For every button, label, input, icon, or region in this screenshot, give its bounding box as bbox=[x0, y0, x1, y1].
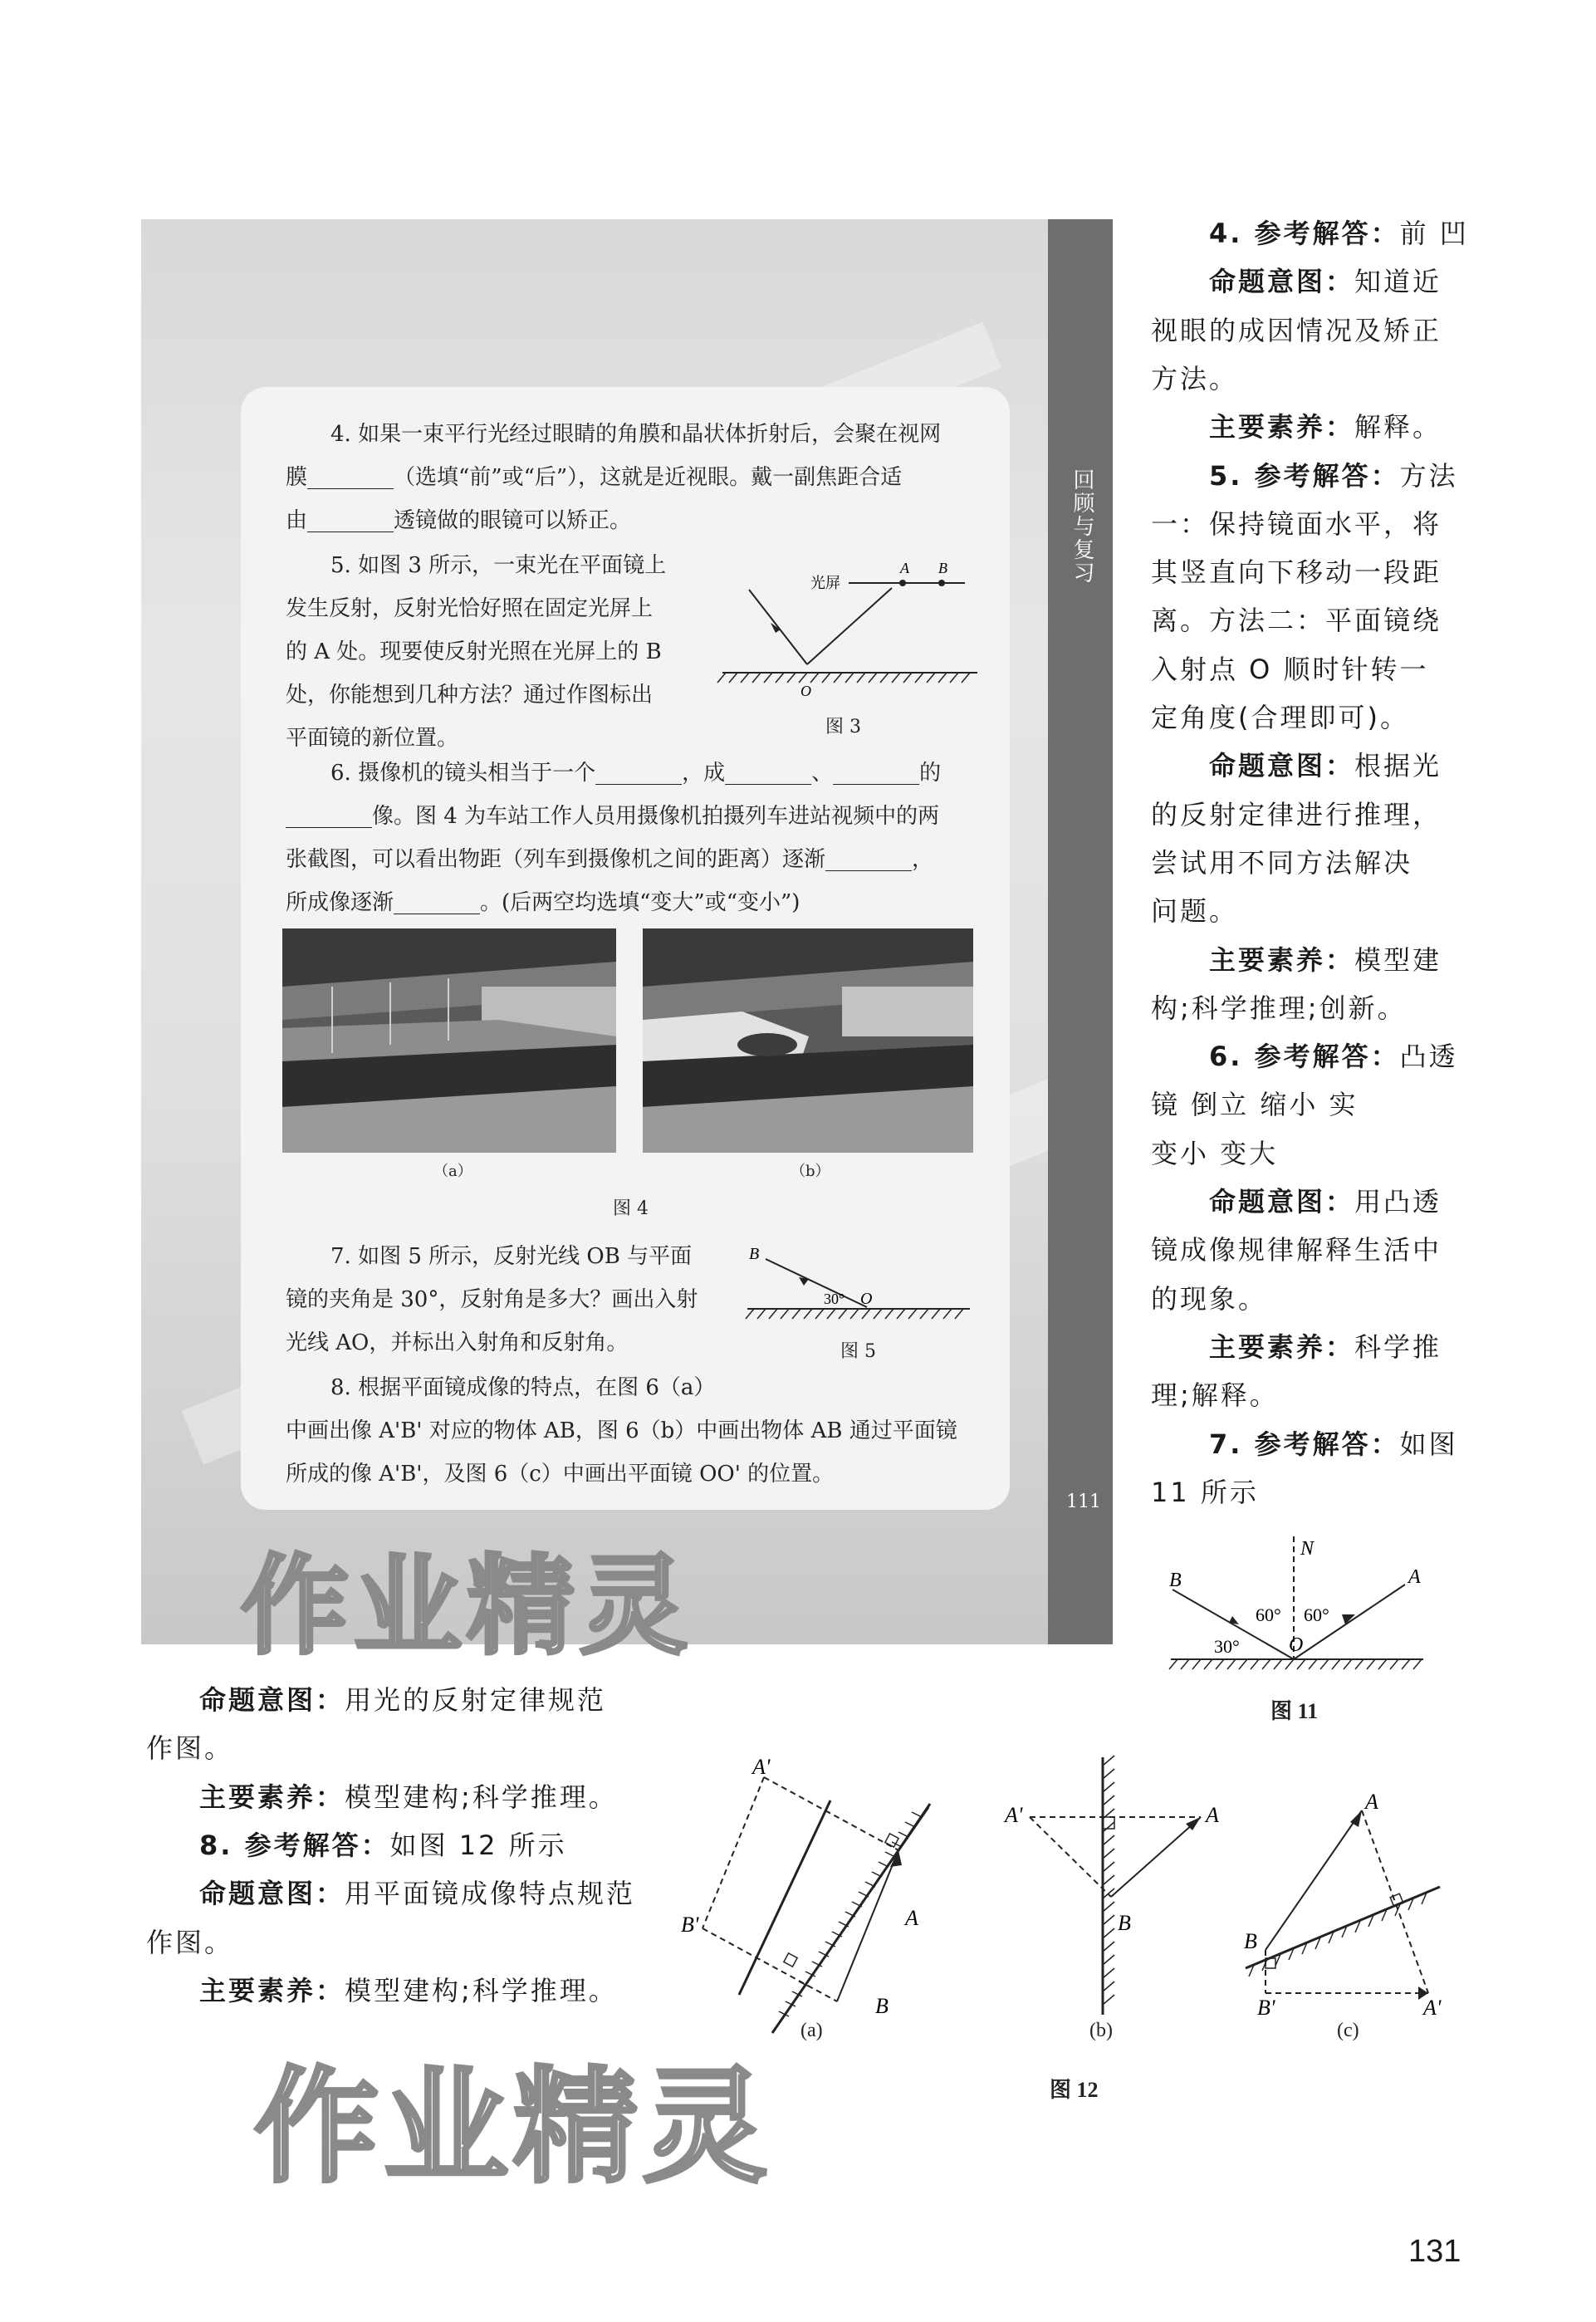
q7-line: 镜的夹角是 30°，反射角是多大？画出入射 bbox=[286, 1287, 698, 1312]
fig12c-a-prime: A' bbox=[1423, 1996, 1442, 2018]
q8-line: 8. 根据平面镜成像的特点，在图 6（a） bbox=[330, 1375, 716, 1400]
fig12a-a: A bbox=[905, 1906, 918, 1930]
figure-5 bbox=[742, 1242, 975, 1334]
figure-11 bbox=[1163, 1535, 1428, 1684]
answer-text: 镜 倒立 缩小 实 bbox=[1151, 1089, 1359, 1121]
book-page-number: 111 bbox=[1066, 1492, 1101, 1512]
q5-line: 的 A 处。现要使反射光照在光屏上的 B bbox=[286, 639, 662, 664]
fig11-caption: 图 11 bbox=[1270, 1699, 1319, 1723]
q4-line: 膜________（选填“前”或“后”），这就是近视眼。戴一副焦距合适 bbox=[286, 465, 903, 490]
answer-text: 模型建构;科学推理。 bbox=[345, 1781, 618, 1813]
fig12-sub-b: (b) bbox=[1089, 2020, 1113, 2041]
fig3-point-o: O bbox=[800, 683, 811, 699]
answer-text: 定角度(合理即可)。 bbox=[1151, 702, 1409, 733]
answer-line bbox=[146, 1724, 233, 1772]
answer-text: 理;解释。 bbox=[1151, 1379, 1279, 1412]
answer-line bbox=[1151, 1468, 1259, 1516]
answer-text: 如图 12 所示 bbox=[389, 1829, 567, 1861]
answer-line bbox=[1151, 1129, 1278, 1178]
q7-line: 7. 如图 5 所示，反射光线 OB 与平面 bbox=[330, 1244, 693, 1269]
chapter-sidebar bbox=[1048, 219, 1113, 1644]
answer-line bbox=[199, 1821, 567, 1869]
q4-line: 由________透镜做的眼镜可以矫正。 bbox=[286, 508, 632, 533]
answer-label: 主要素养： bbox=[1209, 411, 1355, 443]
answer-line bbox=[1151, 693, 1409, 742]
fig3-screen-label: 光屏 bbox=[810, 575, 840, 592]
fig5-point-o: O bbox=[860, 1290, 873, 1308]
fig12b-a-prime: A' bbox=[1005, 1803, 1023, 1827]
fig12-sub-a: (a) bbox=[800, 2020, 823, 2041]
answer-label: 主要素养： bbox=[199, 1974, 345, 2006]
answer-line bbox=[1209, 1323, 1442, 1371]
answer-text: 用凸透 bbox=[1354, 1186, 1442, 1217]
answer-text: 的反射定律进行推理， bbox=[1151, 798, 1442, 830]
answer-text: 一：保持镜面水平，将 bbox=[1151, 507, 1442, 540]
answer-text: 其竖直向下移动一段距 bbox=[1151, 556, 1442, 589]
answer-line bbox=[199, 1773, 618, 1821]
figure-12b bbox=[996, 1752, 1237, 2018]
q4-line: 4. 如果一束平行光经过眼睛的角膜和晶状体折射后，会聚在视网 bbox=[330, 422, 942, 447]
fig5-point-b: B bbox=[749, 1245, 760, 1263]
fig12c-b-prime: B' bbox=[1257, 1996, 1275, 2018]
answer-line bbox=[1151, 887, 1238, 935]
answer-label: 5. 参考解答： bbox=[1209, 459, 1400, 492]
answer-text: 作图。 bbox=[146, 1732, 234, 1765]
answer-line bbox=[199, 1967, 618, 2015]
answer-text: 凸透 bbox=[1399, 1041, 1458, 1073]
answer-line bbox=[1151, 1371, 1279, 1419]
q6-line: ________像。图 4 为车站工作人员用摄像机拍摄列车进站视频中的两 bbox=[286, 804, 940, 829]
answer-line bbox=[1209, 1032, 1458, 1080]
sidebar-title: 回顾与复习 bbox=[1070, 468, 1094, 585]
fig12-caption: 图 12 bbox=[1050, 2078, 1099, 2102]
fig12-sub-c: (c) bbox=[1337, 2020, 1359, 2041]
fig12c-a: A bbox=[1365, 1794, 1378, 1814]
watermark: 作业精灵 bbox=[241, 1543, 693, 1669]
answer-text: 知道近 bbox=[1354, 266, 1442, 298]
answer-text: 入射点 O 顺时针转一 bbox=[1151, 653, 1429, 685]
answer-line bbox=[1151, 1080, 1359, 1129]
fig3-point-b: B bbox=[938, 560, 947, 576]
answer-text: 用光的反射定律规范 bbox=[345, 1684, 607, 1716]
answer-line bbox=[1151, 306, 1442, 355]
answer-label: 主要素养： bbox=[199, 1781, 345, 1813]
figure-12c bbox=[1229, 1794, 1470, 2018]
answer-text: 用平面镜成像特点规范 bbox=[345, 1878, 636, 1910]
fig11-o: O bbox=[1289, 1634, 1304, 1656]
answer-text: 作图。 bbox=[146, 1926, 234, 1958]
fig4-sub-a: （a） bbox=[433, 1163, 472, 1180]
fig12a-b-prime: B' bbox=[681, 1913, 699, 1937]
answer-line bbox=[1209, 1178, 1442, 1226]
answer-label: 7. 参考解答： bbox=[1209, 1428, 1400, 1460]
watermark: 作业精灵 bbox=[254, 2055, 773, 2200]
fig12a-a-prime: A' bbox=[752, 1755, 771, 1779]
answer-text: 方法 bbox=[1399, 459, 1458, 492]
answer-label: 命题意图： bbox=[1209, 266, 1355, 298]
answer-text: 解释。 bbox=[1354, 411, 1442, 443]
answer-line bbox=[1151, 355, 1238, 403]
fig11-angle-left: 60° bbox=[1256, 1604, 1281, 1625]
q6-line: 张截图，可以看出物距（列车到摄像机之间的距离）逐渐________， bbox=[286, 847, 934, 872]
fig11-angle-right: 60° bbox=[1304, 1604, 1329, 1625]
q5-line: 发生反射，反射光恰好照在固定光屏上 bbox=[286, 596, 654, 621]
answer-line bbox=[1151, 548, 1442, 596]
answer-text: 模型建 bbox=[1354, 943, 1442, 976]
train-photo-b bbox=[643, 928, 973, 1153]
answer-label: 主要素养： bbox=[1209, 1330, 1355, 1363]
fig12b-a: A bbox=[1206, 1803, 1219, 1827]
answer-label: 命题意图： bbox=[1209, 750, 1355, 782]
answer-label: 6. 参考解答： bbox=[1209, 1041, 1400, 1073]
answer-line bbox=[1151, 500, 1442, 548]
answer-text: 11 所示 bbox=[1151, 1476, 1259, 1508]
answer-label: 命题意图： bbox=[1209, 1186, 1355, 1217]
answer-text: 构;科学推理;创新。 bbox=[1151, 992, 1407, 1024]
answer-text: 科学推 bbox=[1354, 1330, 1442, 1363]
answer-line bbox=[1151, 645, 1429, 693]
train-photo-a bbox=[282, 928, 616, 1153]
answer-line bbox=[1209, 742, 1442, 790]
answer-line bbox=[1209, 1420, 1458, 1468]
figure-12a bbox=[681, 1752, 955, 2051]
q7-line: 光线 AO，并标出入射角和反射角。 bbox=[286, 1330, 629, 1355]
answer-text: 根据光 bbox=[1354, 750, 1442, 782]
fig12c-b: B bbox=[1244, 1929, 1257, 1953]
answer-line bbox=[1209, 452, 1458, 500]
page-number: 131 bbox=[1408, 2234, 1461, 2269]
answer-line bbox=[1209, 257, 1442, 306]
q6-line: 6. 摄像机的镜头相当于一个________，成________、________的 bbox=[330, 761, 942, 786]
fig11-b: B bbox=[1169, 1570, 1182, 1591]
answer-line bbox=[146, 1918, 233, 1967]
fig11-n: N bbox=[1300, 1538, 1314, 1560]
answer-text: 模型建构;科学推理。 bbox=[345, 1974, 618, 2006]
figure-3 bbox=[716, 548, 982, 714]
answer-label: 8. 参考解答： bbox=[199, 1829, 390, 1861]
answer-text: 问题。 bbox=[1151, 895, 1239, 928]
answer-line bbox=[1151, 984, 1407, 1032]
answer-text: 方法。 bbox=[1151, 362, 1239, 394]
answer-text: 镜成像规律解释生活中 bbox=[1151, 1234, 1442, 1266]
answer-line bbox=[1209, 209, 1469, 257]
answer-text: 尝试用不同方法解决 bbox=[1151, 846, 1413, 879]
answer-text: 视眼的成因情况及矫正 bbox=[1151, 314, 1442, 346]
answer-line bbox=[1151, 791, 1442, 839]
answer-text: 如图 bbox=[1399, 1428, 1458, 1460]
fig3-caption: 图 3 bbox=[825, 717, 861, 737]
answer-text: 变小 变大 bbox=[1151, 1137, 1279, 1169]
answer-label: 主要素养： bbox=[1209, 943, 1355, 976]
fig4-sub-b: （b） bbox=[791, 1163, 830, 1180]
answer-line bbox=[199, 1676, 606, 1724]
q5-line: 处，你能想到几种方法？通过作图标出 bbox=[286, 683, 654, 708]
fig12b-b: B bbox=[1118, 1911, 1131, 1935]
q8-line: 中画出像 A'B' 对应的物体 AB，图 6（b）中画出物体 AB 通过平面镜 bbox=[286, 1418, 957, 1443]
answer-text: 离。方法二：平面镜绕 bbox=[1151, 605, 1442, 637]
fig3-point-a: A bbox=[900, 560, 909, 576]
fig5-angle: 30° bbox=[824, 1291, 845, 1307]
answer-line bbox=[1151, 1226, 1442, 1274]
fig5-caption: 图 5 bbox=[840, 1341, 876, 1362]
answer-text: 前 凹 bbox=[1399, 218, 1469, 249]
answer-line bbox=[1151, 839, 1412, 887]
answer-label: 命题意图： bbox=[199, 1878, 345, 1910]
q5-line: 5. 如图 3 所示，一束光在平面镜上 bbox=[330, 553, 667, 578]
fig12a-b: B bbox=[875, 1994, 889, 2018]
fig4-caption: 图 4 bbox=[613, 1198, 649, 1219]
fig11-a: A bbox=[1408, 1566, 1421, 1588]
answer-label: 4. 参考解答： bbox=[1209, 218, 1400, 249]
q5-line: 平面镜的新位置。 bbox=[286, 726, 459, 751]
answer-line bbox=[199, 1869, 635, 1918]
q8-line: 所成的像 A'B'，及图 6（c）中画出平面镜 OO' 的位置。 bbox=[286, 1462, 835, 1487]
fig11-angle-mirror: 30° bbox=[1214, 1636, 1240, 1657]
answer-line bbox=[1151, 1275, 1267, 1323]
q6-line: 所成像逐渐________。(后两空均选填“变大”或“变小”) bbox=[286, 890, 800, 915]
answer-text: 的现象。 bbox=[1151, 1282, 1268, 1315]
answer-label: 命题意图： bbox=[199, 1684, 345, 1716]
answer-line bbox=[1209, 936, 1442, 984]
answer-line bbox=[1151, 596, 1442, 644]
answer-line bbox=[1209, 403, 1442, 451]
